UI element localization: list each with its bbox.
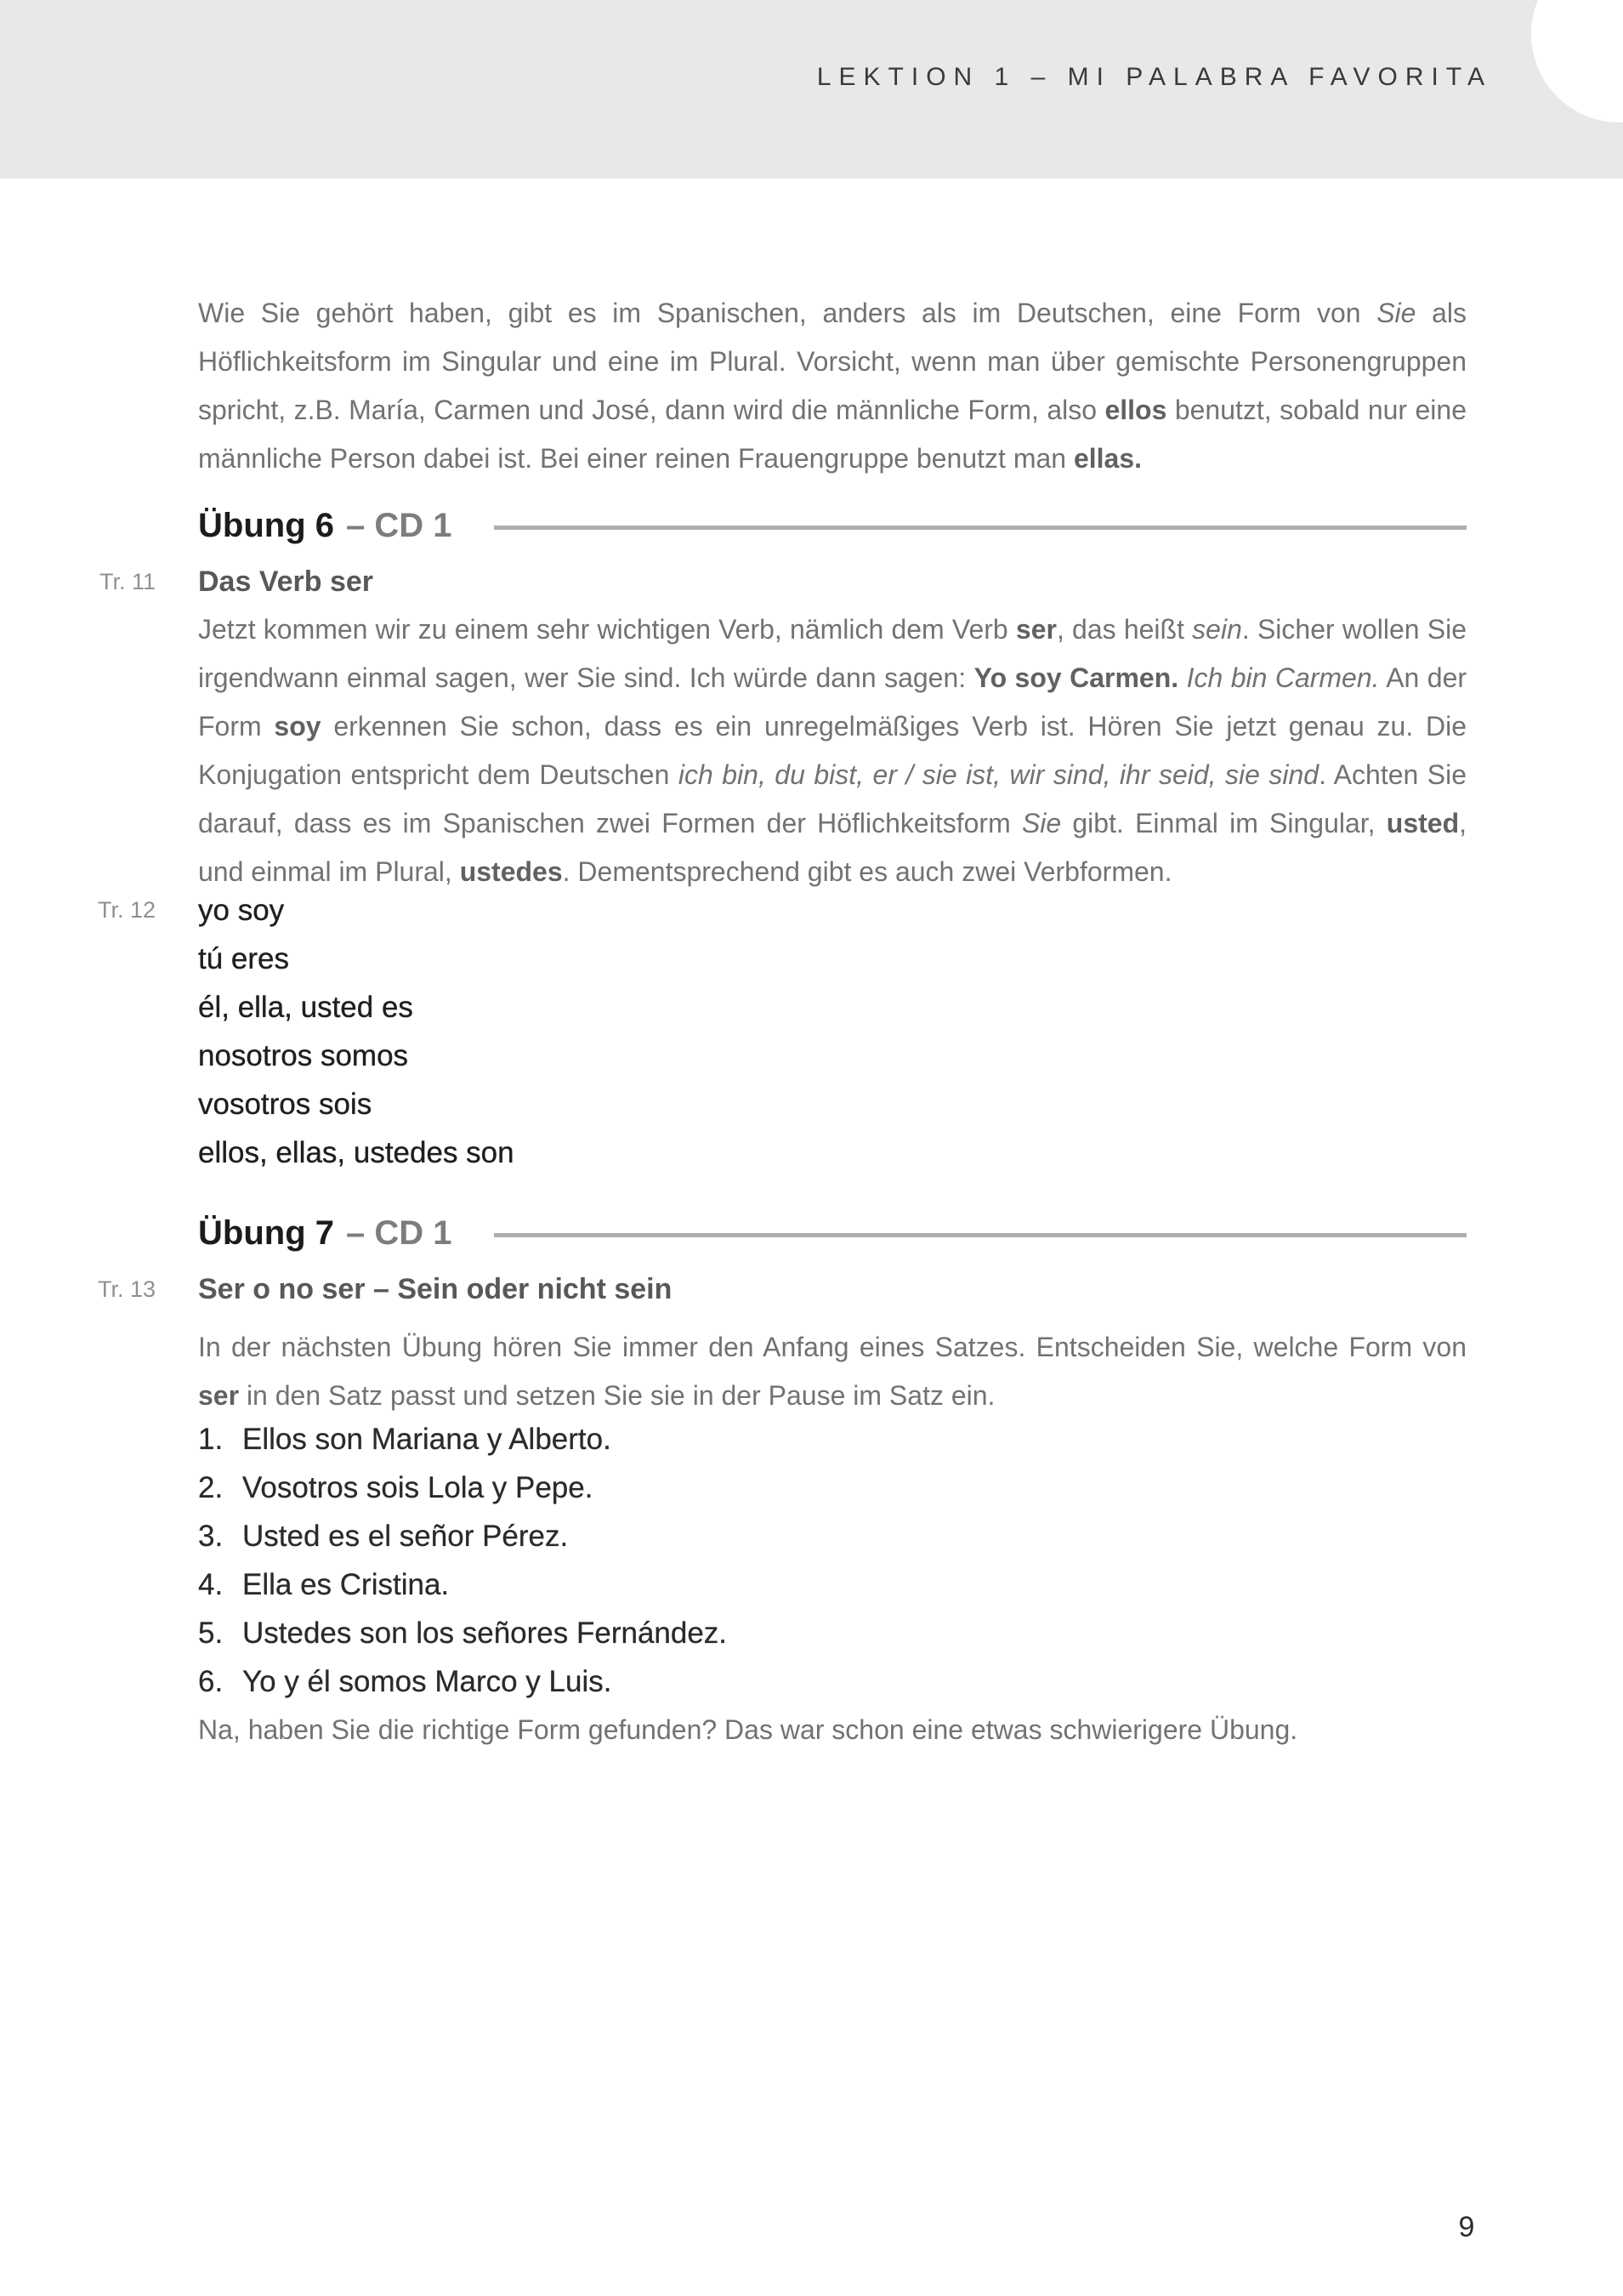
- sentence-number: 1.: [198, 1423, 224, 1456]
- conjugation-item: tú eres: [198, 942, 289, 975]
- conjugation-item: yo soy: [198, 894, 285, 927]
- sentence-text: Ella es Cristina.: [242, 1568, 450, 1601]
- sentence-number: 6.: [198, 1665, 224, 1698]
- outro-paragraph: Na, haben Sie die richtige Form gefunden? Das war schon eine etwas schwierigere Übung.: [198, 1714, 1298, 1745]
- sentence-text: Ellos son Mariana y Alberto.: [242, 1423, 611, 1456]
- exercise6-cd-label: – CD 1: [345, 507, 452, 544]
- exercise6-rule: [494, 526, 1467, 530]
- exercise6-heading-row: [198, 507, 1467, 545]
- conjugation-item: él, ella, usted es: [198, 991, 413, 1024]
- sentence-item: [198, 1609, 1467, 1657]
- sentence-number: 3.: [198, 1520, 224, 1553]
- sentence-text: Ustedes son los señores Fernández.: [242, 1617, 728, 1650]
- sentence-text: Yo y él somos Marco y Luis.: [242, 1665, 612, 1698]
- exercise7-description: In der nächsten Übung hören Sie immer den Anfang eines Satzes. Entscheiden Sie, welche Form von ser in den Satz passt und setzen Sie sie in der Pause im Satz ein.: [198, 1332, 1467, 1411]
- sentence-text: Usted es el señor Pérez.: [242, 1520, 569, 1553]
- intro-paragraph: Wie Sie gehört haben, gibt es im Spanischen, anders als im Deutschen, eine Form von Sie als Höflichkeitsform im Singular und eine im Plural. Vorsicht, wenn man über gemischte Personengruppen spricht, z.B. María, Carmen und José, dann wird die männliche Form, also ellos benutzt, sobald nur eine männliche Person dabei ist. Bei einer reinen Frauengruppe benutzt man ellas.: [198, 298, 1467, 474]
- sentence-item: [198, 1415, 1467, 1463]
- lesson-header-title: LEKTION 1 – MI PALABRA FAVORITA: [816, 63, 1492, 91]
- conjugation-item: vosotros sois: [198, 1088, 372, 1121]
- sentence-text: Vosotros sois Lola y Pepe.: [242, 1471, 593, 1504]
- conjugation-track-label: Tr. 12: [97, 897, 156, 923]
- sentence-list: [198, 1415, 1467, 1706]
- conjugation-item: nosotros somos: [198, 1039, 409, 1072]
- sentence-number: 2.: [198, 1471, 224, 1504]
- page-number: 9: [1458, 2211, 1475, 2243]
- sentence-number: 5.: [198, 1617, 224, 1650]
- sentence-item: [198, 1463, 1467, 1512]
- sentence-item: [198, 1512, 1467, 1560]
- exercise6-description: Jetzt kommen wir zu einem sehr wichtigen Verb, nämlich dem Verb ser, das heißt sein. Sicher wollen Sie irgendwann einmal sagen, wer Sie sind. Ich würde dann sagen: Yo soy Carmen. Ich bin Carmen. An der Form soy erkennen Sie schon, dass es ein unregelmäßiges Verb ist. Hören Sie jetzt genau zu. Die Konjugation entspricht dem Deutschen ich bin, du bist, er / sie ist, wir sind, ihr seid, sie sind. Achten Sie darauf, dass es im Spanischen zwei Formen der Höflichkeitsform Sie gibt. Einmal im Singular, usted, und einmal im Plural, ustedes. Dementsprechend gibt es auch zwei Verbformen.: [198, 614, 1467, 887]
- conjugation-item: ellos, ellas, ustedes son: [198, 1136, 514, 1169]
- exercise7-subtitle: Ser o no ser – Sein oder nicht sein: [198, 1273, 672, 1305]
- exercise6-title: Übung 6: [198, 507, 334, 544]
- conjugation-list: [198, 886, 1467, 1177]
- sentence-item: [198, 1657, 1467, 1706]
- exercise6-track-label: Tr. 11: [99, 569, 156, 594]
- exercise7-cd-label: – CD 1: [345, 1214, 452, 1252]
- corner-circle-decoration: [1531, 0, 1623, 122]
- exercise7-heading-row: [198, 1214, 1467, 1253]
- exercise7-track-label: Tr. 13: [97, 1276, 156, 1302]
- exercise6-subtitle: Das Verb ser: [198, 565, 374, 598]
- exercise7-rule: [494, 1233, 1467, 1237]
- exercise7-title: Übung 7: [198, 1214, 334, 1252]
- sentence-item: [198, 1560, 1467, 1609]
- sentence-number: 4.: [198, 1568, 224, 1601]
